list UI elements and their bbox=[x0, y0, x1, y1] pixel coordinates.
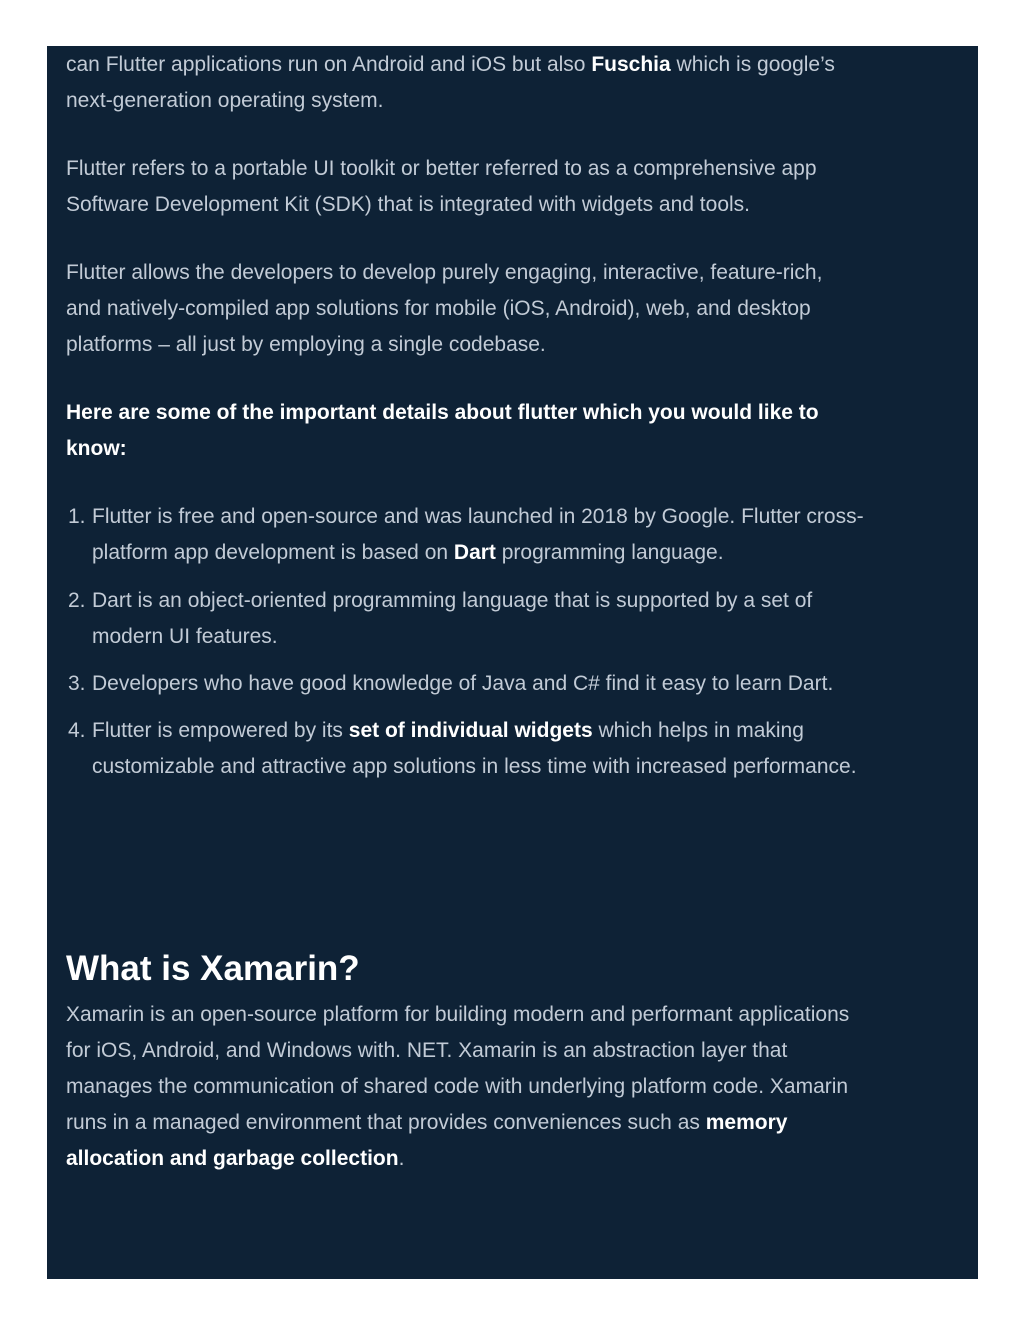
memory-bold: memory allocation and garbage collection bbox=[66, 1111, 788, 1170]
paragraph-text: which is google’s next-generation operating system. bbox=[66, 53, 835, 112]
article-panel bbox=[47, 46, 978, 1279]
paragraph-flutter-allows: Flutter allows the developers to develop purely engaging, interactive, feature-rich, and natively-compiled app solutions for mobile (iOS, Android), web, and desktop platforms – all just by employing a single codebase. bbox=[66, 261, 823, 356]
paragraph-xamarin bbox=[66, 997, 876, 1177]
list-item-text: programming language. bbox=[495, 541, 724, 564]
list-item-text: Flutter is free and open-source and was launched in 2018 by Google. Flutter cross-platform app development is based on bbox=[92, 505, 864, 564]
paragraph-flutter-definition: Flutter refers to a portable UI toolkit or better referred to as a comprehensive app Software Development Kit (SDK) that is integrated with widgets and tools. bbox=[66, 157, 817, 216]
list-item bbox=[66, 666, 886, 702]
list-item-text: Developers who have good knowledge of Java and C# find it easy to learn Dart. bbox=[92, 672, 834, 695]
widgets-bold: set of individual widgets bbox=[348, 719, 593, 742]
flutter-details-list bbox=[66, 499, 886, 785]
details-lead-in: Here are some of the important details about flutter which you would like to know: bbox=[66, 401, 819, 460]
list-item-text: Dart is an object-oriented programming language that is supported by a set of modern UI features. bbox=[92, 589, 813, 648]
dart-bold: Dart bbox=[453, 541, 496, 564]
list-number: 3. bbox=[68, 672, 86, 695]
list-item bbox=[66, 583, 886, 655]
paragraph-text: can Flutter applications run on Android and iOS but also bbox=[66, 53, 592, 76]
list-item bbox=[66, 499, 886, 571]
list-item-text: Flutter is empowered by its bbox=[92, 719, 349, 742]
list-number: 2. bbox=[68, 589, 86, 612]
list-number: 1. bbox=[68, 505, 86, 528]
xamarin-heading: What is Xamarin? bbox=[66, 949, 360, 989]
list-number: 4. bbox=[68, 719, 86, 742]
paragraph-text: Xamarin is an open-source platform for building modern and performant applications for iOS, Android, and Windows with. NET. Xamarin is an abstraction layer that manages the communication of shared code with underlying platform code. Xamarin runs in a managed environment that provides conveniences such as bbox=[66, 1003, 850, 1134]
fuschia-bold: Fuschia bbox=[591, 53, 671, 76]
paragraph-fuschia bbox=[66, 47, 886, 119]
paragraph-text: . bbox=[398, 1147, 405, 1170]
list-item bbox=[66, 713, 886, 785]
list-item-text: which helps in making customizable and attractive app solutions in less time with increased performance. bbox=[92, 719, 857, 778]
